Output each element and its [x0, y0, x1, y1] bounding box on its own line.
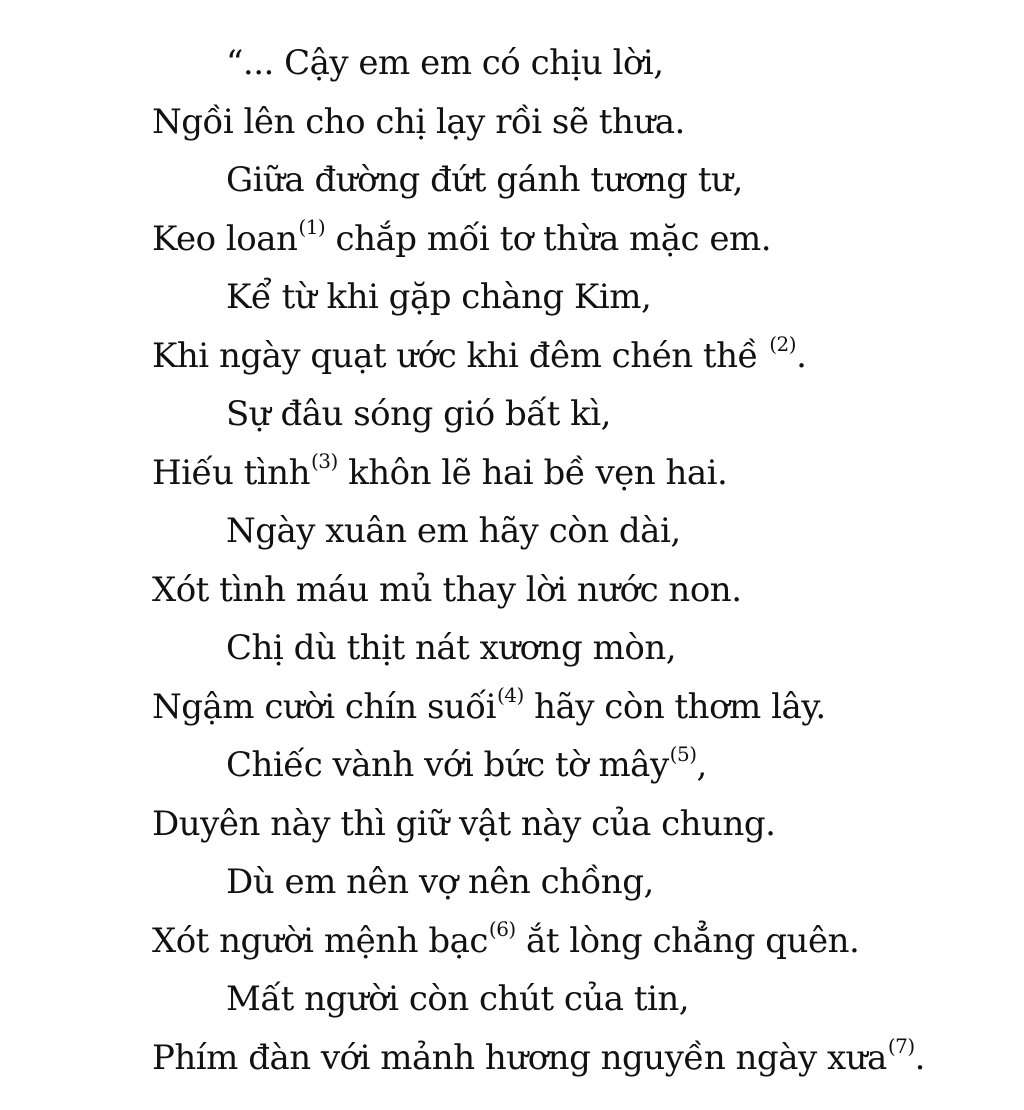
footnote-marker: (5) — [669, 741, 697, 766]
verse-line-6 — [152, 333, 1012, 392]
verse-text: Chị dù thịt nát xương mòn, — [226, 628, 677, 668]
verse-line-10 — [152, 567, 1012, 626]
verse-text: Kể từ khi gặp chàng Kim, — [226, 277, 652, 317]
footnote-marker: (6) — [488, 917, 516, 942]
verse-line-9 — [152, 508, 1012, 567]
footnote-marker: (4) — [496, 683, 524, 708]
verse-text: Xót tình máu mủ thay lời nước non. — [152, 569, 742, 610]
verse-line-1 — [152, 40, 1012, 99]
verse-text-rest: . — [796, 335, 807, 376]
verse-text: Hiếu tình — [152, 452, 310, 493]
verse-text: Keo loan — [152, 218, 298, 259]
verse-text: Ngồi lên cho chị lạy rồi sẽ thưa. — [152, 101, 685, 142]
verse-text: Sự đâu sóng gió bất kì, — [226, 394, 611, 434]
verse-text: Chiếc vành với bức tờ mây — [226, 745, 669, 785]
poem-text — [152, 40, 1012, 1093]
verse-text-rest: , — [696, 745, 707, 785]
footnote-marker: (7) — [887, 1034, 915, 1059]
verse-text-rest: ắt lòng chẳng quên. — [515, 920, 860, 961]
verse-line-3 — [152, 157, 1012, 216]
verse-text-rest: khôn lẽ hai bề vẹn hai. — [337, 452, 728, 493]
verse-line-7 — [152, 391, 1012, 450]
verse-line-15 — [152, 859, 1012, 918]
verse-text: Dù em nên vợ nên chồng, — [226, 862, 654, 902]
footnote-marker: (2) — [769, 332, 797, 357]
verse-line-2 — [152, 99, 1012, 158]
verse-line-16 — [152, 918, 1012, 977]
verse-text: Ngày xuân em hãy còn dài, — [226, 511, 681, 551]
verse-text: Mất người còn chút của tin, — [226, 979, 690, 1019]
footnote-marker: (1) — [298, 215, 326, 240]
verse-line-13 — [152, 742, 1012, 801]
verse-text-rest: hãy còn thơm lây. — [523, 686, 826, 727]
verse-line-5 — [152, 274, 1012, 333]
verse-line-17 — [152, 976, 1012, 1035]
verse-line-4 — [152, 216, 1012, 275]
verse-text-rest: chắp mối tơ thừa mặc em. — [325, 218, 772, 259]
verse-line-12 — [152, 684, 1012, 743]
verse-text: Xót người mệnh bạc — [152, 920, 488, 961]
verse-text: “... Cậy em em có chịu lời, — [226, 43, 664, 83]
verse-text: Khi ngày quạt ước khi đêm chén thề — [152, 335, 769, 376]
verse-text: Giữa đường đứt gánh tương tư, — [226, 160, 743, 200]
verse-text-rest: . — [914, 1037, 925, 1078]
footnote-marker: (3) — [310, 449, 338, 474]
verse-text: Duyên này thì giữ vật này của chung. — [152, 803, 776, 844]
verse-text: Phím đàn với mảnh hương nguyền ngày xưa — [152, 1037, 887, 1078]
verse-line-11 — [152, 625, 1012, 684]
verse-line-8 — [152, 450, 1012, 509]
verse-line-18 — [152, 1035, 1012, 1094]
verse-text: Ngậm cười chín suối — [152, 686, 496, 727]
verse-line-14 — [152, 801, 1012, 860]
